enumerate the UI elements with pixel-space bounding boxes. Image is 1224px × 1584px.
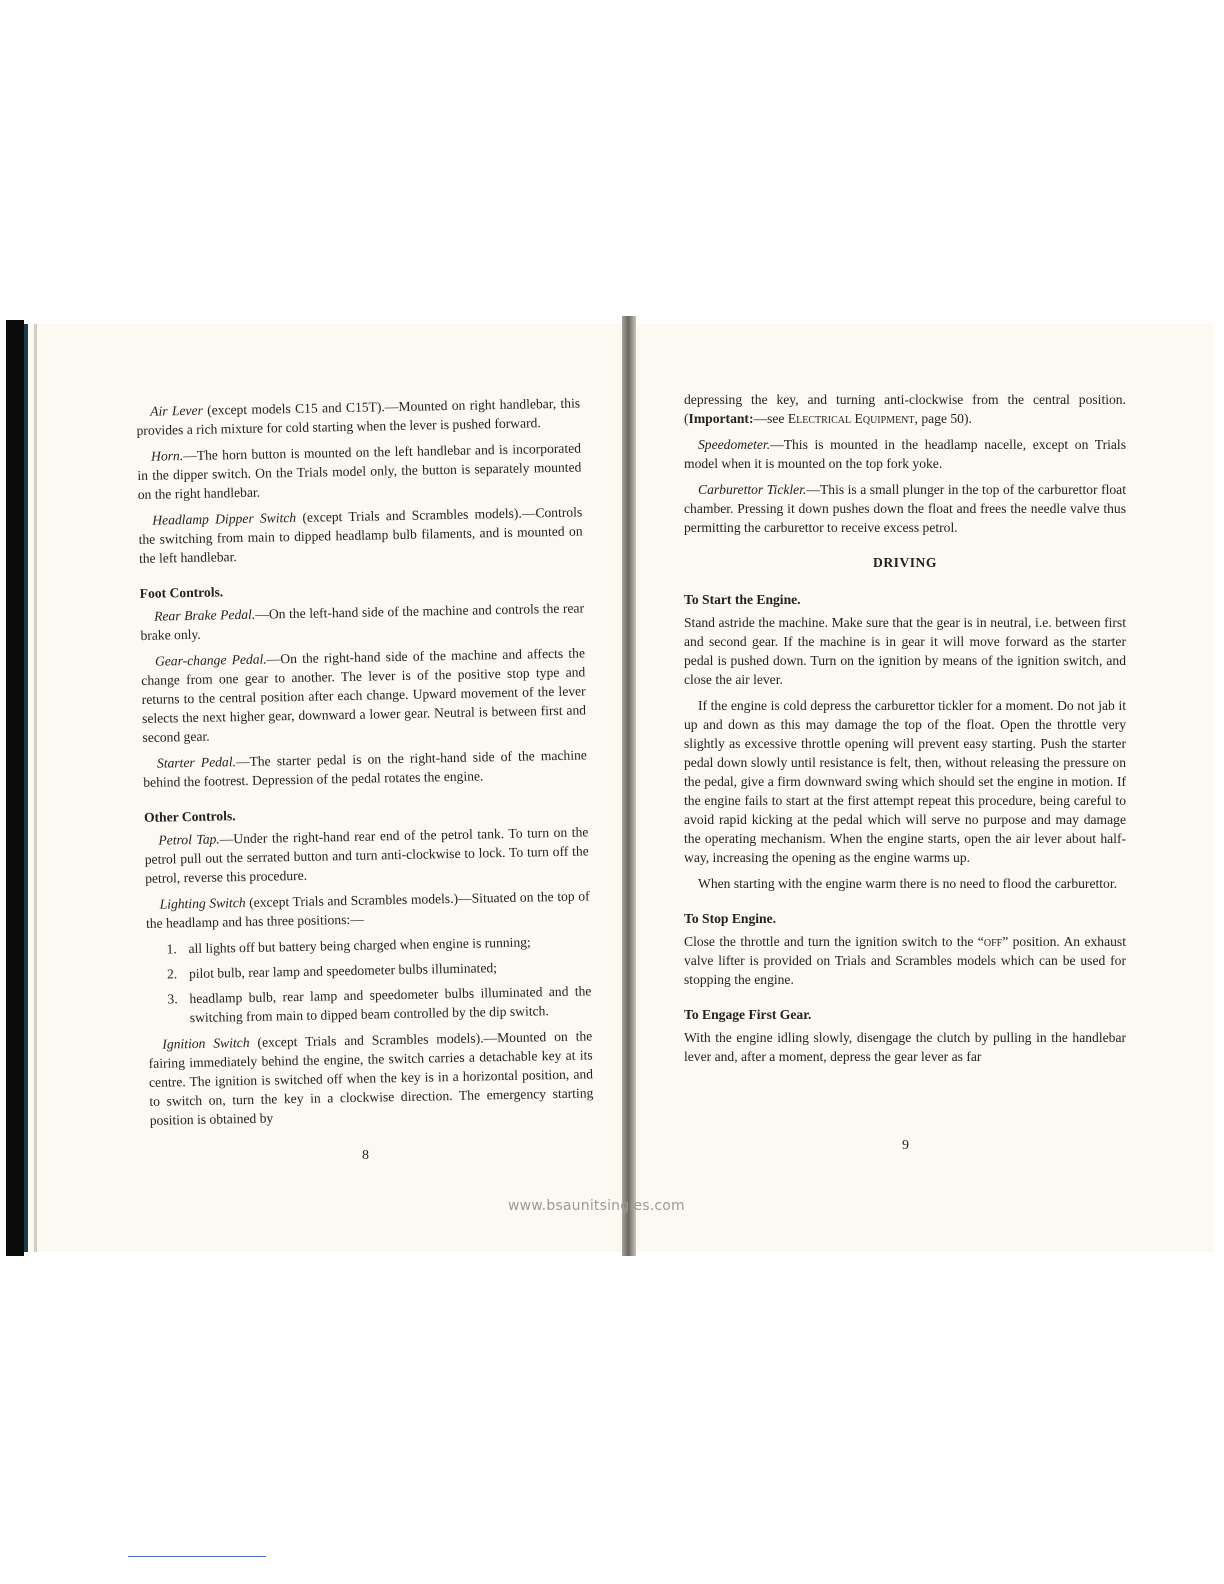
air-lever-text: (except models C15 and C15T).—Mounted on right handlebar, this provides a rich mixture for cold starting when the lever is pushed forward. [136,395,581,438]
petrol-tap-text: —Under the right-hand rear end of the petrol tank. To turn on the petrol pull out the serrated button and turn anti-clockwise to lock. To turn off the petrol, reverse this procedure. [144,824,589,886]
driving-heading: DRIVING [873,555,937,570]
book-spread [0,316,1224,1256]
tickler-text: —This is a small plunger in the top of the carburettor float chamber. Pressing it down pushes down the float and frees the needle valve thus permitting the carburettor to receive excess petrol. [684,482,1126,535]
dipper-paragraph [138,502,583,568]
start-engine-heading: To Start the Engine. [684,592,801,607]
stop-paragraph [684,932,1126,989]
term-dipper: Headlamp Dipper Switch [152,509,297,528]
other-controls-heading: Other Controls. [143,808,236,825]
foot-controls-heading: Foot Controls. [139,584,224,601]
speedometer-paragraph [684,435,1126,473]
continued-text: —see [753,411,788,426]
ignition-paragraph [148,1026,594,1130]
lighting-paragraph [145,886,590,933]
start-paragraph-3: When starting with the engine warm there is no need to flood the carburettor. [698,876,1118,891]
right-page [636,324,1214,1252]
stop-text: ” position. An exhaust valve lifter is provided on Trials and Scrambles models which can be used for stopping the engine. [684,934,1126,987]
first-gear-paragraph: With the engine idling slowly, disengage the clutch by pulling in the handlebar lever and, after a moment, depress the gear lever as far [684,1030,1126,1064]
list-number: 2. [166,966,178,982]
list-item [147,981,592,1028]
list-number: 3. [167,991,178,1007]
page-edge [34,324,37,1252]
gear-change-paragraph [141,643,587,747]
speedometer-text: —This is mounted in the headlamp nacelle, except on Trials model when it is mounted on the top fork yoke. [684,437,1126,471]
list-text: headlamp bulb, rear lamp and speedometer bulbs illuminated and the switching from main to dipped beam controlled by the dip switch. [189,983,592,1026]
stop-text: Close the throttle and turn the ignition switch to the “ [684,934,984,949]
term-starter: Starter Pedal. [156,754,237,771]
important-label: Important: [688,411,754,426]
watermark: www.bsaunitsingles.com [508,1198,685,1214]
continued-paragraph [684,390,1126,428]
stop-engine-heading: To Stop Engine. [684,911,777,926]
off-label: off [983,934,1003,949]
term-rear-brake: Rear Brake Pedal. [153,606,256,624]
term-tickler: Carburettor Tickler. [698,482,807,497]
term-ignition: Ignition Switch [162,1034,250,1052]
gear-change-text: —On the right-hand side of the machine and affects the change from one gear to another. The lever is of the positive stop type and returns to the central position after each change. Upward movement of the lever selects the next higher gear, downward a lower gear. Neutral is between first and second gear. [141,645,587,745]
term-horn: Horn. [150,448,184,464]
left-page-content [136,393,594,1136]
continued-text: , page 50). [914,411,972,426]
list-text: pilot bulb, rear lamp and speedometer bulbs illuminated; [188,960,498,982]
dipper-text: (except Trials and Scrambles models).—Controls the switching from main to dipped headlamp bulb filaments, and is mounted on the left handlebar. [138,504,583,566]
list-text: all lights off but battery being charged when engine is running; [188,934,531,957]
horn-text: —The horn button is mounted on the left handlebar and is incorporated in the dipper switch. On the Trials model only, the button is separately mounted on the right handlebar. [137,440,582,502]
list-item [146,931,590,959]
petrol-tap-paragraph [144,822,589,888]
lighting-text: (except Trials and Scrambles models.)—Situated on the top of the headlamp and has three positions:— [145,888,590,931]
ignition-text: (except Trials and Scrambles models).—Mounted on the fairing immediately behind the engine, the switch carries a detachable key at its centre. The ignition is switched off when the key is in a horizontal position, and to switch on, turn the key in a clockwise direction. The emergency starting position is obtained by [148,1028,594,1128]
page-number-left: 8 [362,1148,369,1163]
lighting-positions-list [146,931,592,1028]
decorative-line [128,1556,266,1557]
term-gear-change: Gear-change Pedal. [154,651,267,669]
right-page-content [684,390,1126,1073]
page-number-right: 9 [902,1138,909,1153]
starter-text: —The starter pedal is on the right-hand side of the machine behind the footrest. Depression of the pedal rotates the engine. [143,747,587,790]
air-lever-paragraph [136,393,581,440]
starter-paragraph [143,745,588,792]
list-item [147,956,591,984]
rear-brake-text: —On the left-hand side of the machine and controls the rear brake only. [140,600,585,643]
electrical-equipment-ref: Electrical Equipment [787,411,915,426]
start-paragraph-1: Stand astride the machine. Make sure that the gear is in neutral, i.e. between first and second gear. If the machine is in gear it will move forward as the starter pedal is pushed down. Turn on the ignition by means of the ignition switch, and close the air lever. [684,615,1126,687]
term-petrol-tap: Petrol Tap. [158,831,220,848]
list-number: 1. [166,941,177,957]
first-gear-heading: To Engage First Gear. [684,1007,812,1022]
rear-brake-paragraph [140,598,585,645]
term-air-lever: Air Lever [150,402,203,419]
continued-text: depressing the key, and turning anti-clockwise from the central position. ( [684,392,1126,426]
left-page [22,324,632,1252]
start-paragraph-2: If the engine is cold depress the carburettor tickler for a moment. Do not jab it up and down as this may damage the top of the float. Open the throttle very slightly as excessive throttle opening will prevent easy starting. Push the starter pedal down slowly until resistance is felt, then, without releasing the pressure on the pedal, give a firm downward swing which should set the engine in motion. If the engine fails to start at the first attempt repeat this procedure, being careful to avoid rapid kicking at the pedal which will serve no purpose and may damage the operating mechanism. When the engine starts, open the air lever about half-way, increasing the opening as the engine warms up. [684,698,1126,865]
book-gutter [622,316,636,1256]
term-lighting: Lighting Switch [159,894,246,912]
term-speedometer: Speedometer. [698,437,771,452]
tickler-paragraph [684,480,1126,537]
horn-paragraph [137,438,582,504]
